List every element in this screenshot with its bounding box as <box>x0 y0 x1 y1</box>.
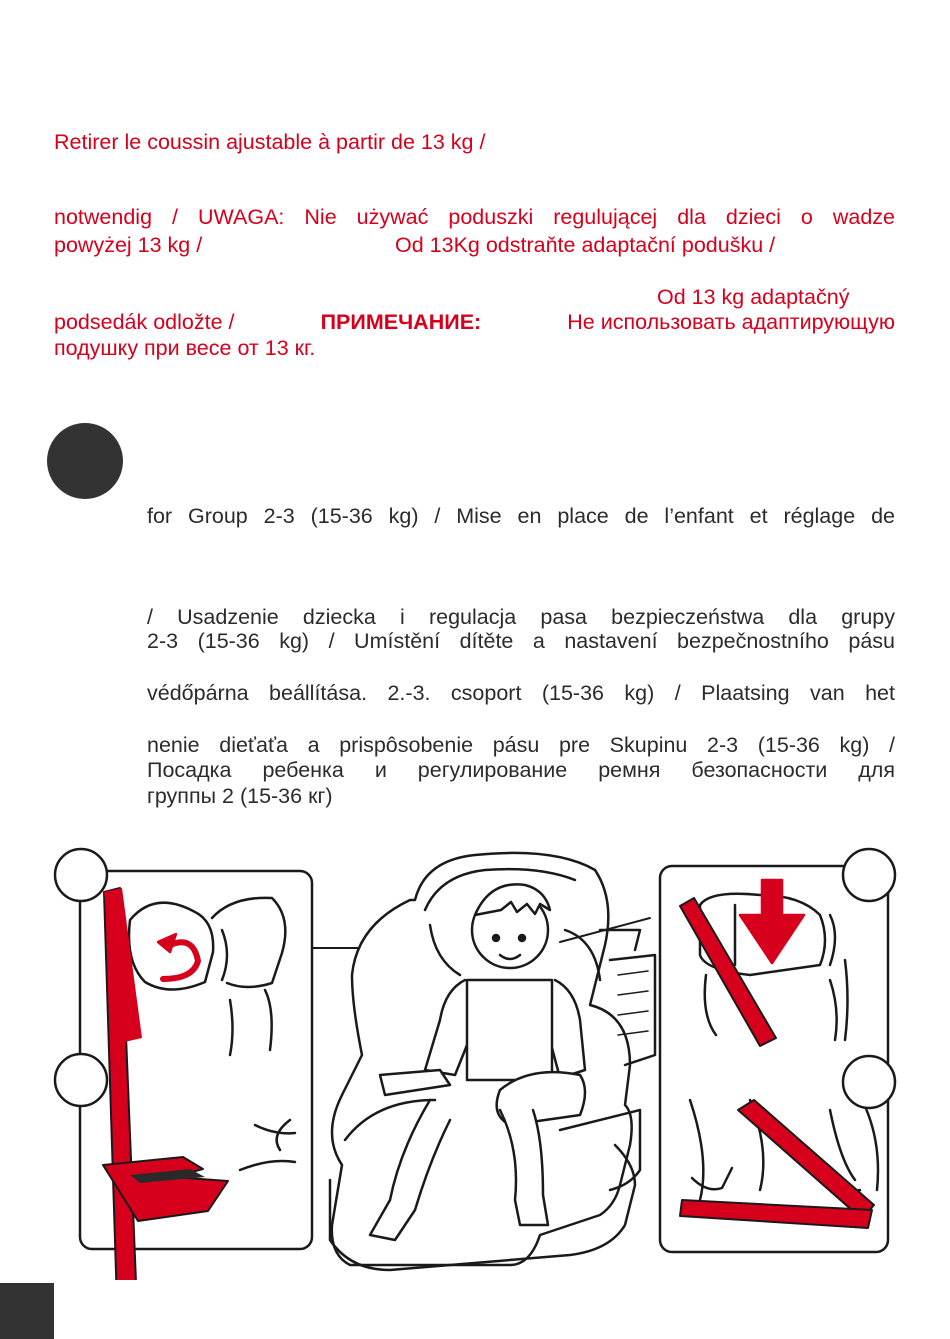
instruction-line-5: nenie dieťaťa a prispôsobenie pásu pre Skupinu 2-3 (15-36 kg) / <box>147 733 895 757</box>
warning-line-5a: podsedák odložte / <box>54 310 235 334</box>
warning-line-4: Od 13 kg adaptačný <box>657 285 850 309</box>
instruction-line-7: группы 2 (15-36 кг) <box>147 784 333 808</box>
callout-circle-top-right <box>843 849 895 901</box>
warning-label-russian: ПРИМЕЧАНИЕ: <box>320 310 482 334</box>
right-detail-panel <box>660 866 888 1252</box>
center-seat-illustration <box>330 853 655 1270</box>
warning-line-3a: powyżej 13 kg / <box>54 233 203 257</box>
warning-line-5c: Не использовать адаптирующую <box>567 310 895 334</box>
warning-line-5 <box>54 309 895 335</box>
instruction-line-4: védőpárna beállítása. 2.-3. csoport (15-36 kg) / Plaatsing van het <box>147 681 895 705</box>
warning-line-2: notwendig / UWAGA: Nie używać poduszki regulującej dla dzieci o wadze <box>54 205 895 229</box>
instruction-line-1: for Group 2-3 (15-36 kg) / Mise en place de l’enfant et réglage de <box>147 504 895 528</box>
callout-circle-bottom-left <box>55 1054 107 1106</box>
instruction-line-6: Посадка ребенка и регулирование ремня безопасности для <box>147 758 895 782</box>
page-corner-tab <box>0 1283 54 1339</box>
step-marker-circle <box>47 423 123 499</box>
callout-circle-bottom-right <box>843 1056 895 1108</box>
warning-line-3b: Od 13Kg odstraňte adaptační podušku / <box>395 233 776 257</box>
seat-installation-illustration <box>0 840 950 1280</box>
callout-circle-top-left <box>55 849 107 901</box>
warning-line-1: Retirer le coussin ajustable à partir de 13 kg / <box>54 130 486 154</box>
instruction-line-3: 2-3 (15-36 kg) / Umístění dítěte a nastavení bezpečnostního pásu <box>147 629 895 653</box>
instruction-line-2: / Usadzenie dziecka i regulacja pasa bezpieczeństwa dla grupy <box>147 605 895 629</box>
warning-line-6: подушку при весе от 13 кг. <box>54 336 316 360</box>
